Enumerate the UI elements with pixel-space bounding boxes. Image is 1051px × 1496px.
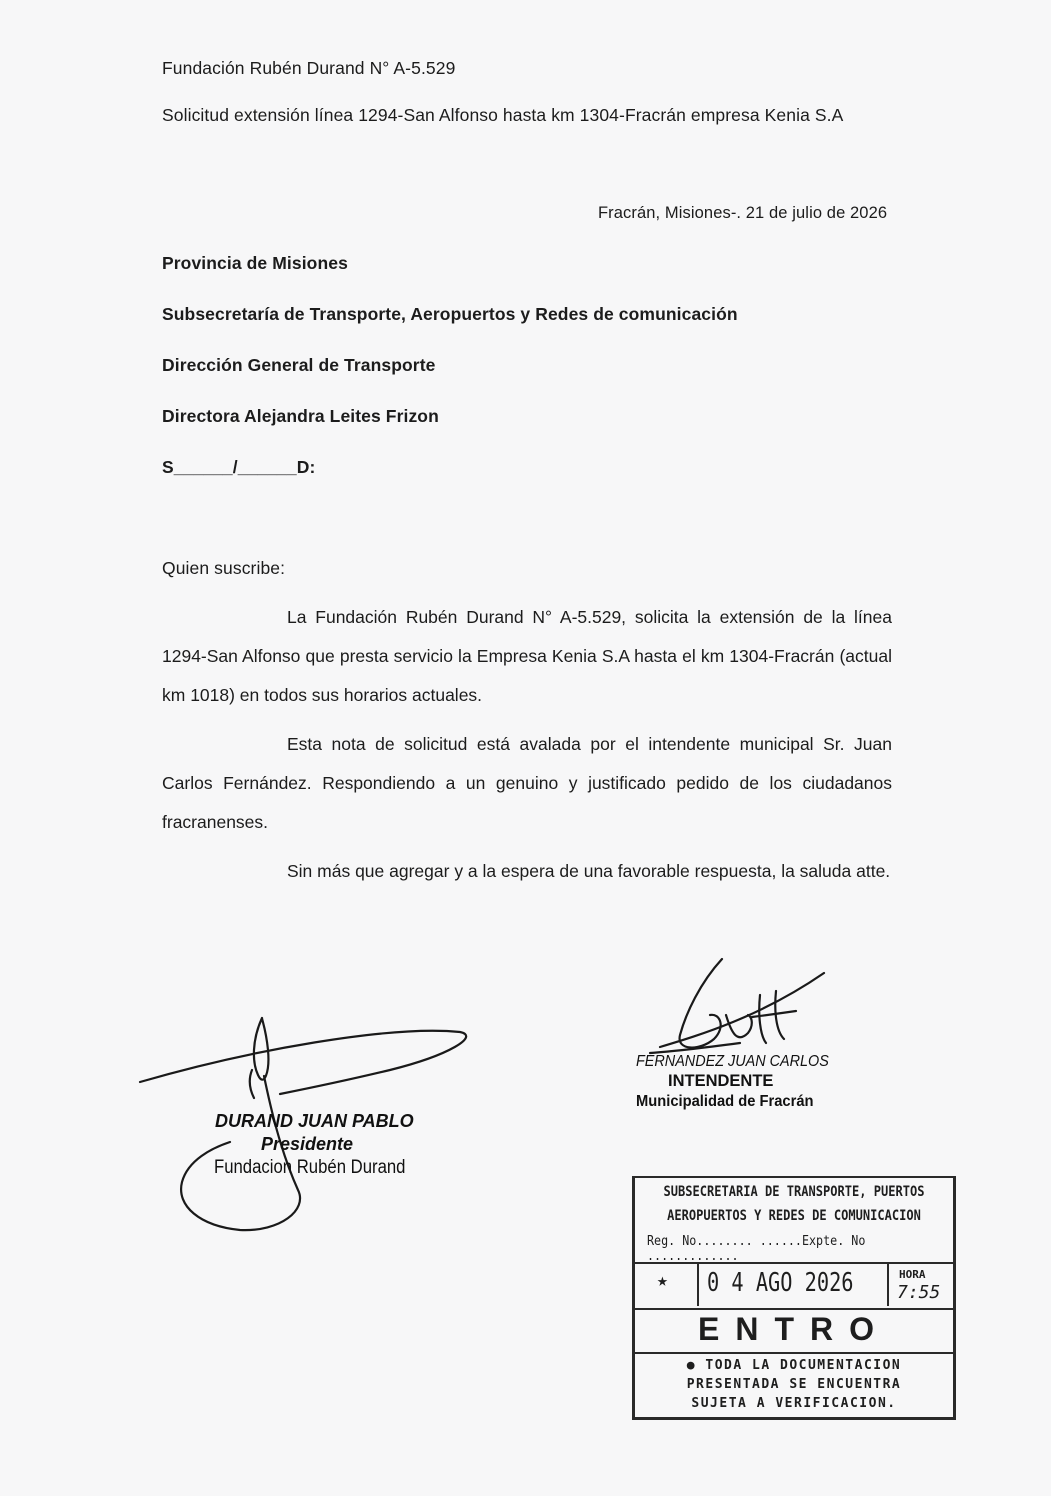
- subject-line: Solicitud extensión línea 1294-San Alfonso hasta km 1304-Fracrán empresa Kenia S.A: [162, 105, 844, 125]
- right-signer-org: Municipalidad de Fracrán: [636, 1093, 814, 1110]
- body-paragraph-2-text: Esta nota de solicitud está avalada por el intendente municipal Sr. Juan Carlos Fernández. Respondiendo a un genuino y justificado pedido de los ciudadanos fracranenses.: [162, 734, 892, 832]
- fernandez-signature-drawing: [640, 955, 840, 1060]
- recipient-province: Provincia de Misiones: [162, 253, 348, 273]
- stamp-star-icon: ★: [657, 1270, 668, 1291]
- body-paragraph-3-text: Sin más que agregar y a la espera de una favorable respuesta, la saluda atte.: [287, 861, 891, 881]
- stamp-hora-value: 7:55: [897, 1282, 941, 1303]
- stamp-hora-label: HORA: [899, 1268, 926, 1281]
- stamp-footer-line-3: SUJETA A VERIFICACION.: [691, 1396, 897, 1411]
- body-paragraph-1: [162, 598, 892, 715]
- stamp-header-line-2: AEROPUERTOS Y REDES DE COMUNICACION: [667, 1208, 921, 1224]
- stamp-footer-line-2: PRESENTADA SE ENCUENTRA: [686, 1377, 902, 1392]
- left-signer-org: Fundacion Rubén Durand: [214, 1157, 406, 1178]
- stamp-divider-1: [635, 1262, 953, 1264]
- left-signer-name: DURAND JUAN PABLO: [215, 1111, 414, 1131]
- right-signer-name: FERNANDEZ JUAN CARLOS: [636, 1053, 829, 1070]
- stamp-divider-2: [635, 1308, 953, 1310]
- stamp-footer-line-1: ● TODA LA DOCUMENTACION: [686, 1358, 902, 1373]
- recipient-director: Directora Alejandra Leites Frizon: [162, 406, 439, 426]
- recipient-subsecretariat: Subsecretaría de Transporte, Aeropuertos y Redes de comunicación: [162, 304, 738, 324]
- salutation: S______/______D:: [162, 457, 316, 477]
- left-signer-title: Presidente: [261, 1134, 354, 1154]
- recipient-direction: Dirección General de Transporte: [162, 355, 436, 375]
- opening-line: Quien suscribe:: [162, 558, 286, 578]
- stamp-vertical-divider-2: [887, 1264, 889, 1306]
- stamp-vertical-divider-1: [697, 1264, 699, 1306]
- body-paragraph-1-text: La Fundación Rubén Durand N° A-5.529, solicita la extensión de la línea 1294-San Alfonso que presta servicio la Empresa Kenia S.A hasta el km 1304-Fracrán (actual km 1018) en todos sus horarios actuales.: [162, 607, 892, 705]
- stamp-date: 0 4 AGO 2026: [707, 1268, 854, 1298]
- reception-stamp: [632, 1176, 956, 1420]
- foundation-heading: Fundación Rubén Durand N° A-5.529: [162, 58, 456, 78]
- stamp-divider-3: [635, 1352, 953, 1354]
- body-paragraph-3: [162, 850, 892, 893]
- stamp-registration-line: Reg. No........ ......Expte. No .............: [647, 1234, 866, 1264]
- date-line: Fracrán, Misiones-. 21 de julio de 2026: [598, 204, 888, 222]
- stamp-header-line-1: SUBSECRETARIA DE TRANSPORTE, PUERTOS: [663, 1184, 925, 1200]
- body-paragraph-2: [162, 725, 892, 842]
- right-signer-title: INTENDENTE: [668, 1072, 774, 1090]
- stamp-status: ENTRO: [698, 1311, 890, 1347]
